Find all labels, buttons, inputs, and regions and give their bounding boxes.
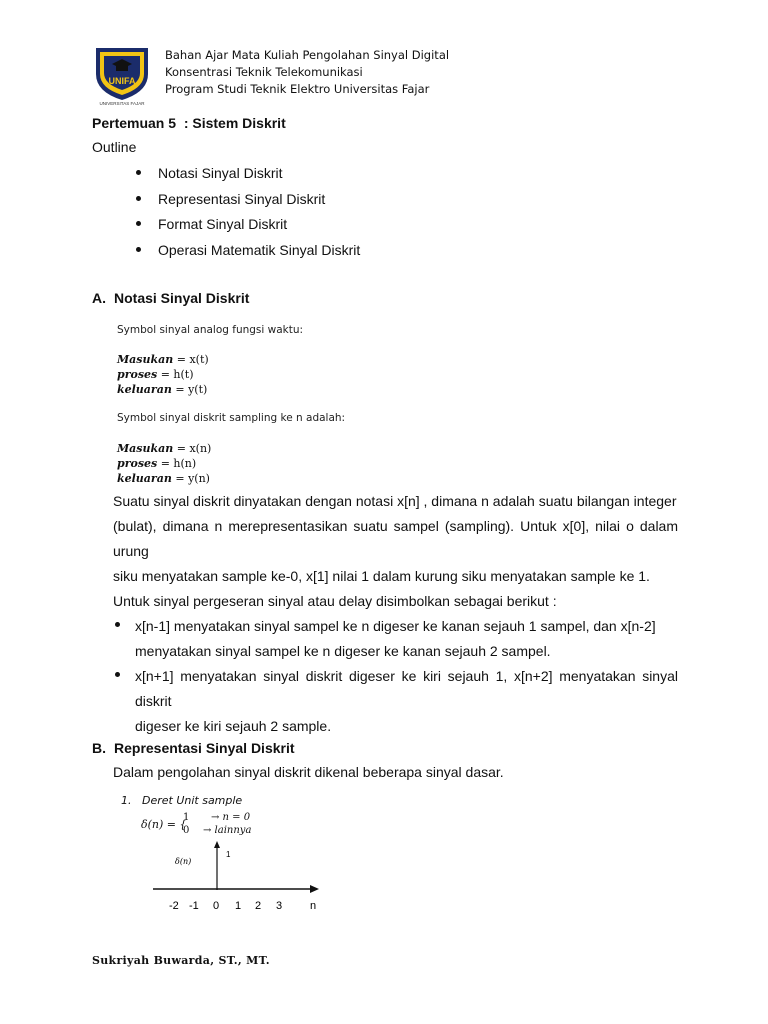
bullet-icon <box>136 170 141 175</box>
delay-bullet-right: x[n-1] menyatakan sinyal sampel ke n digeser ke kanan sejauh 1 sampel, dan x[n-2] menyatakan sinyal sampel ke n digeser ke kanan sejauh 2 sampel. <box>135 618 656 659</box>
notation-paragraph: Suatu sinyal diskrit dinyatakan dengan notasi x[n] , dimana n adalah suatu bilangan integer (bulat), dimana n merepresentasikan suatu sampel (sampling). Untuk x[0], nilai o dalam urung siku menyatakan sample ke-0, x[1] nilai 1 dalam kurung siku menyatakan sample ke 1. <box>113 493 678 584</box>
x-tick: 3 <box>276 900 283 912</box>
x-tick: 0 <box>213 900 220 912</box>
x-tick: -2 <box>169 900 179 912</box>
bullet-icon <box>136 196 141 201</box>
header-program: Program Studi Teknik Elektro Universitas Fajar <box>165 82 430 96</box>
axis-label: n <box>310 900 317 912</box>
page-title: Pertemuan 5 : Sistem Diskrit <box>92 115 286 131</box>
y-label: δ(n) <box>175 857 192 866</box>
logo-caption: UNIVERSITAS FAJAR <box>99 101 145 106</box>
axis-arrow-icon <box>310 885 319 893</box>
outline-item: Representasi Sinyal Diskrit <box>158 189 360 215</box>
delay-bullet-left: x[n+1] menyatakan sinyal diskrit digeser ke kiri sejauh 1, x[n+2] menyatakan sinyal diskrit digeser ke kiri sejauh 2 sample. <box>135 668 678 734</box>
outline-label: Outline <box>92 139 137 155</box>
discrete-equations: Masukan = x(n) proses = h(n) keluaran = y(n) <box>117 442 212 485</box>
discrete-caption: Symbol sinyal diskrit sampling ke n adalah: <box>117 412 346 424</box>
bullet-icon <box>115 672 120 677</box>
section-b-intro: Dalam pengolahan sinyal diskrit dikenal beberapa sinyal dasar. <box>113 764 504 780</box>
section-a-heading: A. Notasi Sinyal Diskrit <box>92 290 250 306</box>
x-tick: 1 <box>235 900 242 912</box>
unifa-logo <box>90 44 154 106</box>
x-tick: 2 <box>255 900 262 912</box>
bullet-icon <box>136 247 141 252</box>
outline-item: Notasi Sinyal Diskrit <box>158 163 360 189</box>
unit-sample-title: 1. Deret Unit sample <box>121 794 243 807</box>
logo-text: UNIFA <box>108 76 136 86</box>
delay-intro: Untuk sinyal pergeseran sinyal atau delay disimbolkan sebagai berikut : <box>113 593 557 609</box>
header-course: Bahan Ajar Mata Kuliah Pengolahan Sinyal Digital <box>165 48 450 62</box>
unit-sample-formula: δ(n) = { 1 → n = 0 0 → lainnya <box>141 812 252 836</box>
unit-sample-graph <box>145 840 335 915</box>
bullet-icon <box>136 221 141 226</box>
outline-item: Operasi Matematik Sinyal Diskrit <box>158 240 360 266</box>
impulse-arrow-icon <box>214 841 220 848</box>
analog-equations: Masukan = x(t) proses = h(t) keluaran = y(t) <box>117 353 209 396</box>
x-tick: -1 <box>189 900 199 912</box>
impulse-label: 1 <box>226 850 231 859</box>
analog-caption: Symbol sinyal analog fungsi waktu: <box>117 324 304 336</box>
outline-item: Format Sinyal Diskrit <box>158 214 360 240</box>
footer-author: Sukriyah Buwarda, ST., MT. <box>92 954 270 967</box>
header-concentration: Konsentrasi Teknik Telekomunikasi <box>165 65 363 79</box>
bullet-icon <box>115 622 120 627</box>
section-b-heading: B. Representasi Sinyal Diskrit <box>92 740 295 756</box>
outline-list <box>158 163 360 265</box>
